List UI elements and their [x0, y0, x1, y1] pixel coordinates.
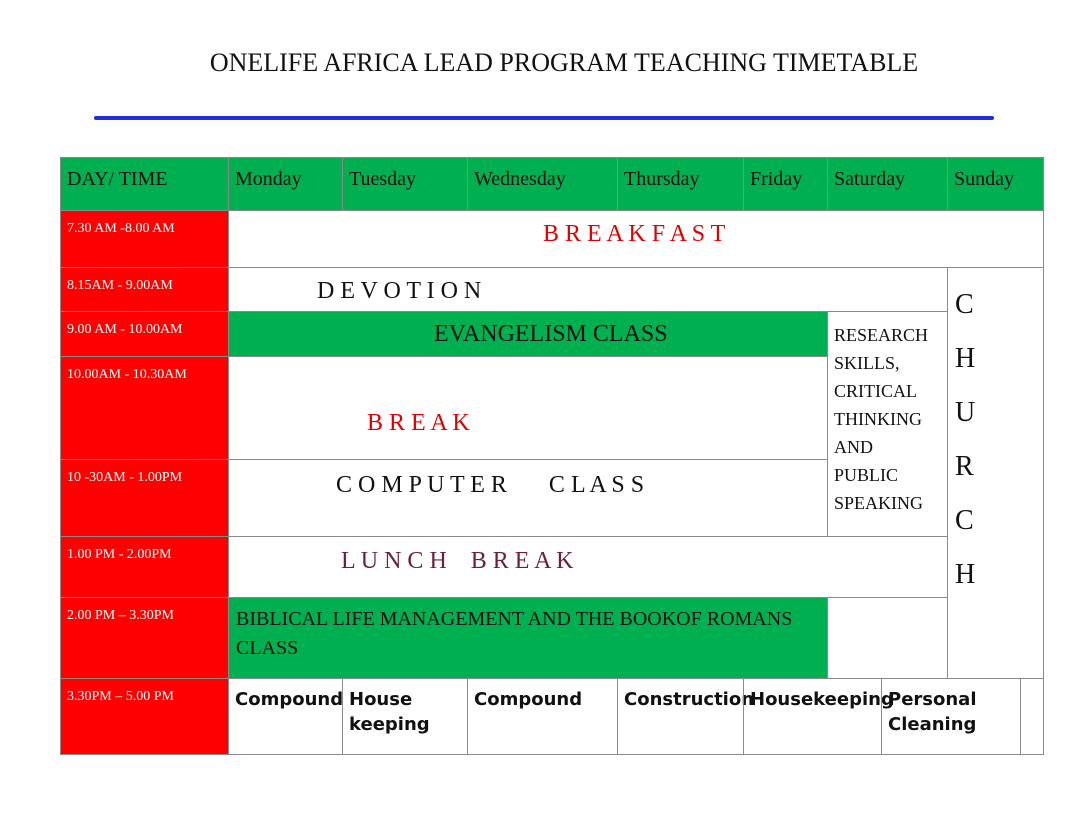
time-slot-5: 10 -30AM - 1.00PM — [60, 459, 229, 537]
work-tuesday-line: keeping — [349, 714, 430, 735]
break-label: B R E A K — [367, 410, 470, 436]
research-line: RESEARCH — [834, 325, 929, 345]
header-day-time: DAY/ TIME — [60, 157, 229, 211]
biblical-class-label — [236, 605, 792, 663]
devotion-label: D E V O T I O N — [317, 278, 482, 304]
time-slot-6: 1.00 PM - 2.00PM — [60, 536, 229, 598]
research-label — [834, 321, 928, 517]
work-sunday-cell — [1020, 678, 1044, 755]
computer-class-label: C O M P U T E R C L A S S — [336, 472, 645, 498]
devotion-cell — [228, 267, 948, 312]
church-letter: H — [955, 343, 976, 374]
time-slot-4: 10.00AM - 10.30AM — [60, 356, 229, 460]
church-label — [955, 278, 975, 602]
biblical-class-line: CLASS — [236, 637, 299, 659]
work-tuesday-label — [349, 687, 430, 737]
time-slot-7: 2.00 PM – 3.30PM — [60, 597, 229, 679]
work-friday-cell — [743, 678, 894, 755]
research-line: SKILLS, — [834, 353, 900, 373]
work-tuesday-line: House — [349, 689, 413, 710]
work-saturday-line: Cleaning — [888, 714, 977, 735]
church-letter: H — [955, 559, 976, 590]
work-monday-cell — [228, 678, 343, 755]
research-cell — [827, 311, 948, 537]
work-saturday-line: Personal — [888, 689, 977, 710]
research-line: PUBLIC — [834, 465, 899, 485]
work-saturday-cell — [881, 678, 1021, 755]
computer-class-cell — [228, 459, 828, 537]
breakfast-cell — [228, 210, 1044, 268]
time-slot-3: 9.00 AM - 10.00AM — [60, 311, 229, 357]
header-thursday: Thursday — [617, 157, 744, 211]
header-wednesday: Wednesday — [467, 157, 618, 211]
header-friday: Friday — [743, 157, 828, 211]
research-line: CRITICAL — [834, 381, 917, 401]
work-tuesday-cell — [342, 678, 468, 755]
header-monday: Monday — [228, 157, 343, 211]
work-saturday-label — [888, 687, 977, 737]
time-slot-2: 8.15AM - 9.00AM — [60, 267, 229, 312]
title-underline — [94, 116, 994, 120]
church-letter: C — [955, 505, 974, 536]
church-letter: C — [955, 289, 974, 320]
time-slot-1: 7.30 AM -8.00 AM — [60, 210, 229, 268]
work-wednesday-label: Compound — [474, 689, 583, 710]
research-line: AND — [834, 437, 873, 457]
time-slot-8: 3.30PM – 5.00 PM — [60, 678, 229, 755]
evangelism-label: EVANGELISM CLASS — [434, 321, 668, 347]
biblical-class-line: BIBLICAL LIFE MANAGEMENT AND THE BOOKOF ROMANS — [236, 608, 793, 630]
evangelism-cell — [228, 311, 828, 357]
lunch-label: L U N C H B R E A K — [341, 548, 574, 574]
break-cell — [228, 356, 828, 460]
work-thursday-label: Construction — [624, 689, 755, 710]
saturday-afternoon-cell — [827, 597, 948, 679]
page-title: ONELIFE AFRICA LEAD PROGRAM TEACHING TIMETABLE — [209, 48, 919, 77]
breakfast-label: B R E A K F A S T — [543, 221, 726, 247]
work-thursday-cell — [617, 678, 755, 755]
research-line: THINKING — [834, 409, 922, 429]
church-letter: R — [955, 451, 974, 482]
work-friday-label: Housekeeping — [750, 689, 894, 710]
sunday-church-cell — [947, 267, 1044, 679]
header-saturday: Saturday — [827, 157, 948, 211]
work-monday-label: Compound — [235, 689, 344, 710]
lunch-cell — [228, 536, 948, 598]
header-tuesday: Tuesday — [342, 157, 468, 211]
biblical-class-cell — [228, 597, 828, 679]
header-sunday: Sunday — [947, 157, 1044, 211]
research-line: SPEAKING — [834, 493, 924, 513]
work-wednesday-cell — [467, 678, 618, 755]
church-letter: U — [955, 397, 976, 428]
